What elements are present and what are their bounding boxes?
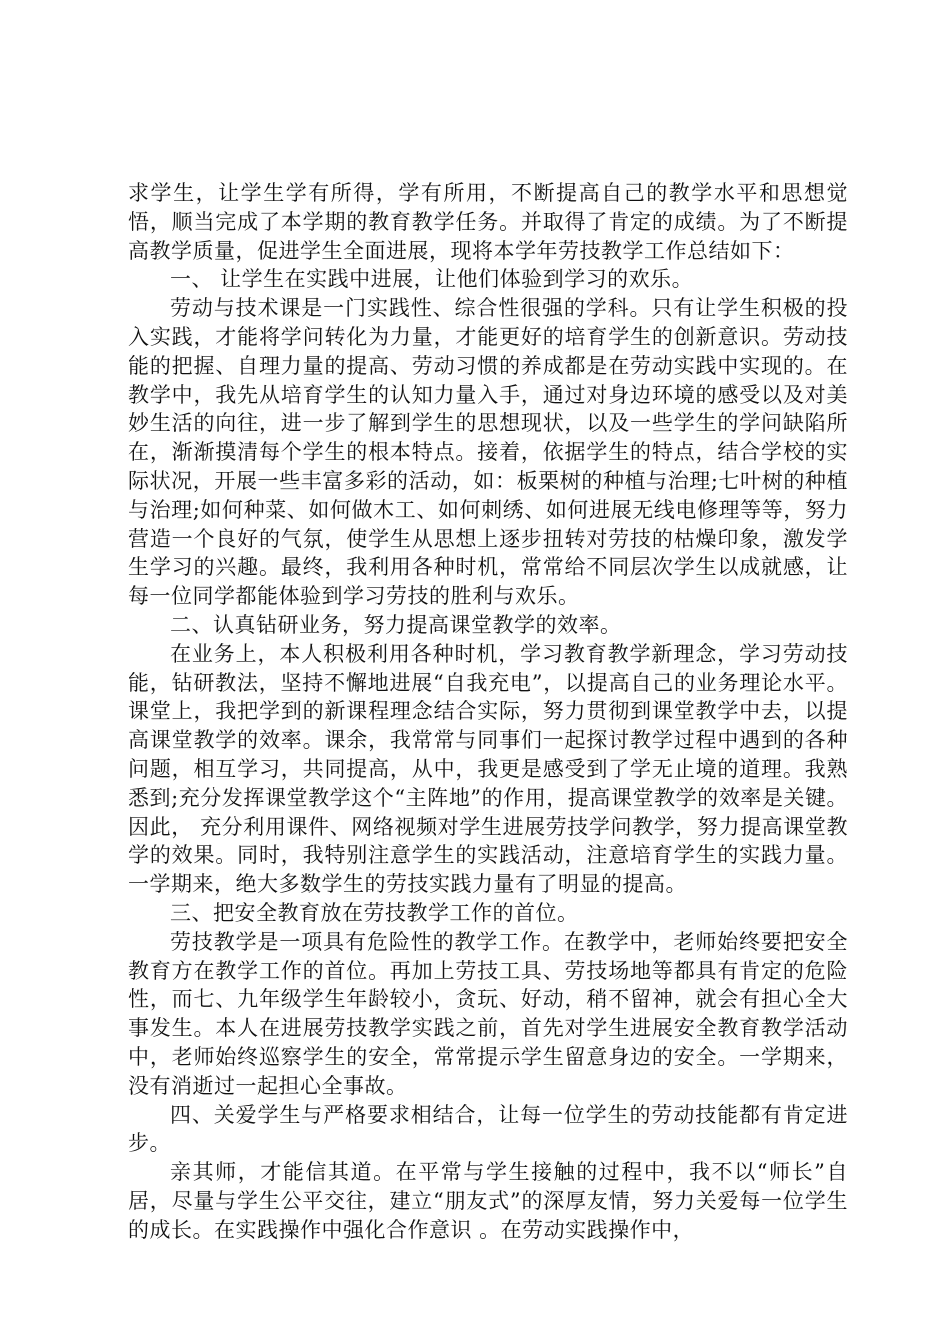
section-body-1: 劳动与技术课是一门实践性、综合性很强的学科。只有让学生积极的投入实践，才能将学问转化为力量，才能更好的培育学生的创新意识。劳动技能的把握、自理力量的提高、劳动习惯的养成都是在劳动实践中实现的。在教学中，我先从培育学生的认知力量入手，通过对身边环境的感受以及对美妙生活的向往，进一步了解到学生的思想现状，以及一些学生的学问缺陷所在，渐渐摸清每个学生的根本特点。接着，依据学生的特点，结合学校的实际状况，开展一些丰富多彩的活动，如：板栗树的种植与治理;七叶树的种植与治理;如何种菜、如何做木工、如何刺绣、如何进展无线电修理等等，努力营造一个良好的气氛，使学生从思想上逐步扭转对劳技的枯燥印象，激发学生学习的兴趣。最终，我利用各种时机，常常给不同层次学生以成就感，让每一位同学都能体验到学习劳技的胜利与欢乐。 [128,296,848,609]
document-body [128,179,848,1244]
section-body-3: 劳技教学是一项具有危险性的教学工作。在教学中，老师始终要把安全教育方在教学工作的首位。再加上劳技工具、劳技场地等都具有肯定的危险性，而七、九年级学生年龄较小，贪玩、好动，稍不留神，就会有担心全大事发生。本人在进展劳技教学实践之前，首先对学生进展安全教育教学活动中，老师始终巡察学生的安全，常常提示学生留意身边的安全。一学期来，没有消逝过一起担心全事故。 [128,929,848,1098]
section-heading-4: 四、关爱学生与严格要求相结合，让每一位学生的劳动技能都有肯定进步。 [128,1102,848,1156]
section-heading-2: 二、认真钻研业务，努力提高课堂教学的效率。 [170,612,622,637]
section-heading-1: 一、 让学生在实践中进展，让他们体验到学习的欢乐。 [170,267,694,292]
intro-paragraph: 求学生，让学生学有所得，学有所用，不断提高自己的教学水平和思想觉悟，顺当完成了本学期的教育教学任务。并取得了肯定的成绩。为了不断提高教学质量，促进学生全面进展，现将本学年劳技教学工作总结如下： [128,181,848,263]
section-body-2: 在业务上，本人积极利用各种时机，学习教育教学新理念，学习劳动技能，钻研教法，坚持不懈地进展“自我充电”，以提高自己的业务理论水平。课堂上，我把学到的新课程理念结合实际，努力贯彻到课堂教学中去，以提高课堂教学的效率。课余，我常常与同事们一起探讨教学过程中遇到的各种问题，相互学习，共同提高，从中，我更是感受到了学无止境的道理。我熟悉到;充分发挥课堂教学这个“主阵地”的作用，提高课堂教学的效率是关键。因此， 充分利用课件、网络视频对学生进展劳技学问教学，努力提高课堂教学的效果。同时，我特别注意学生的实践活动，注意培育学生的实践力量。一学期来，绝大多数学生的劳技实践力量有了明显的提高。 [128,641,848,897]
section-heading-3: 三、把安全教育放在劳技教学工作的首位。 [170,900,579,925]
section-body-4: 亲其师，才能信其道。在平常与学生接触的过程中，我不以“师长”自居，尽量与学生公平交往，建立“朋友式”的深厚友情，努力关爱每一位学生的成长。在实践操作中强化合作意识 。在劳动实践操作中， [128,1160,848,1242]
